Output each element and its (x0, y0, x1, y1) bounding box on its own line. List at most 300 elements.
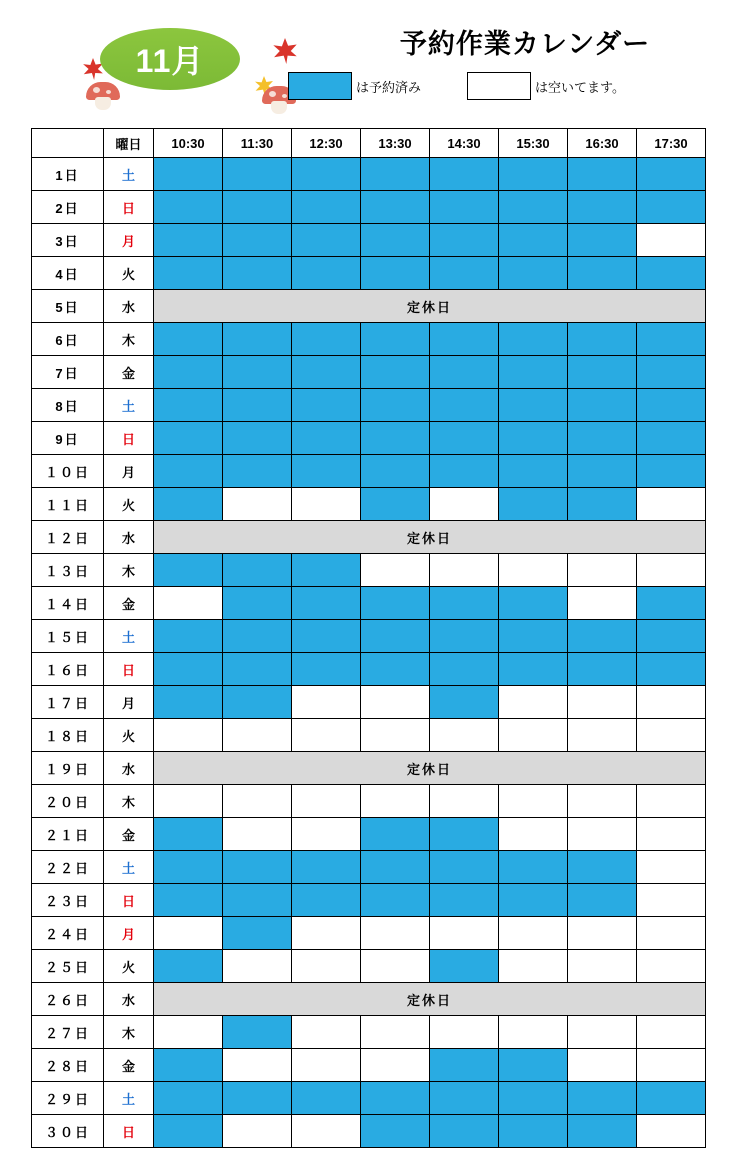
slot-cell-booked[interactable] (223, 389, 292, 422)
slot-cell-booked[interactable] (568, 851, 637, 884)
slot-cell-booked[interactable] (361, 620, 430, 653)
slot-cell-booked[interactable] (292, 851, 361, 884)
slot-cell-free[interactable] (292, 1115, 361, 1148)
column-header-1630: 16:30 (568, 129, 637, 158)
slot-cell-booked[interactable] (361, 851, 430, 884)
table-row (32, 752, 706, 785)
slot-cell-free[interactable] (568, 719, 637, 752)
table-row (32, 884, 706, 917)
table-row (32, 653, 706, 686)
day-number-cell: 5日 (32, 290, 104, 323)
slot-cell-booked[interactable] (568, 455, 637, 488)
slot-cell-free[interactable] (568, 950, 637, 983)
table-row (32, 686, 706, 719)
table-row (32, 257, 706, 290)
slot-cell-free[interactable] (223, 1115, 292, 1148)
day-number-cell: 7日 (32, 356, 104, 389)
slot-cell-booked[interactable] (430, 257, 499, 290)
slot-cell-booked[interactable] (154, 653, 223, 686)
slot-cell-booked[interactable] (568, 257, 637, 290)
slot-cell-booked[interactable] (499, 191, 568, 224)
slot-cell-free[interactable] (292, 488, 361, 521)
slot-cell-free[interactable] (430, 917, 499, 950)
slot-cell-booked[interactable] (292, 587, 361, 620)
table-row (32, 950, 706, 983)
slot-cell-booked[interactable] (361, 224, 430, 257)
table-row (32, 158, 706, 191)
slot-cell-booked[interactable] (361, 1082, 430, 1115)
table-row (32, 851, 706, 884)
slot-cell-free[interactable] (223, 950, 292, 983)
slot-cell-booked[interactable] (292, 884, 361, 917)
day-of-week-cell: 木 (104, 1016, 154, 1049)
slot-cell-free[interactable] (223, 1049, 292, 1082)
day-of-week-cell: 月 (104, 224, 154, 257)
slot-cell-free[interactable] (637, 851, 706, 884)
slot-cell-booked[interactable] (499, 257, 568, 290)
day-number-cell: １７日 (32, 686, 104, 719)
slot-cell-free[interactable] (430, 719, 499, 752)
closed-day-cell: 定休日 (154, 752, 706, 785)
day-number-cell: １１日 (32, 488, 104, 521)
slot-cell-booked[interactable] (637, 422, 706, 455)
slot-cell-free[interactable] (499, 785, 568, 818)
calendar-header (0, 0, 736, 118)
page-title: 予約作業カレンダー (399, 29, 651, 59)
day-number-cell: 2日 (32, 191, 104, 224)
slot-cell-booked[interactable] (223, 554, 292, 587)
slot-cell-booked[interactable] (223, 257, 292, 290)
slot-cell-booked[interactable] (637, 323, 706, 356)
slot-cell-booked[interactable] (568, 884, 637, 917)
slot-cell-booked[interactable] (637, 587, 706, 620)
slot-cell-booked[interactable] (223, 455, 292, 488)
slot-cell-free[interactable] (637, 818, 706, 851)
slot-cell-booked[interactable] (361, 587, 430, 620)
slot-cell-free[interactable] (499, 1016, 568, 1049)
table-row (32, 290, 706, 323)
slot-cell-booked[interactable] (568, 653, 637, 686)
slot-cell-free[interactable] (361, 785, 430, 818)
slot-cell-booked[interactable] (223, 686, 292, 719)
slot-cell-booked[interactable] (154, 884, 223, 917)
slot-cell-free[interactable] (154, 719, 223, 752)
table-row (32, 521, 706, 554)
slot-cell-free[interactable] (430, 554, 499, 587)
slot-cell-booked[interactable] (430, 686, 499, 719)
slot-cell-booked[interactable] (361, 818, 430, 851)
table-row (32, 917, 706, 950)
slot-cell-booked[interactable] (568, 191, 637, 224)
day-of-week-cell: 土 (104, 620, 154, 653)
slot-cell-free[interactable] (292, 785, 361, 818)
slot-cell-booked[interactable] (499, 653, 568, 686)
slot-cell-free[interactable] (568, 587, 637, 620)
slot-cell-free[interactable] (154, 785, 223, 818)
slot-cell-booked[interactable] (154, 455, 223, 488)
slot-cell-booked[interactable] (223, 587, 292, 620)
slot-cell-booked[interactable] (568, 1082, 637, 1115)
slot-cell-booked[interactable] (568, 389, 637, 422)
slot-cell-booked[interactable] (499, 1082, 568, 1115)
slot-cell-booked[interactable] (568, 356, 637, 389)
slot-cell-free[interactable] (361, 1016, 430, 1049)
slot-cell-free[interactable] (292, 950, 361, 983)
legend-label-booked: は予約済み (356, 79, 422, 95)
day-number-cell: １４日 (32, 587, 104, 620)
slot-cell-free[interactable] (637, 785, 706, 818)
slot-cell-free[interactable] (292, 719, 361, 752)
slot-cell-booked[interactable] (292, 224, 361, 257)
slot-cell-free[interactable] (637, 488, 706, 521)
slot-cell-free[interactable] (430, 488, 499, 521)
day-number-cell: １５日 (32, 620, 104, 653)
calendar-table-wrap (31, 128, 705, 1148)
day-of-week-cell: 木 (104, 785, 154, 818)
slot-cell-free[interactable] (568, 818, 637, 851)
slot-cell-free[interactable] (223, 818, 292, 851)
slot-cell-booked[interactable] (499, 1115, 568, 1148)
day-number-cell: 1日 (32, 158, 104, 191)
slot-cell-free[interactable] (292, 686, 361, 719)
slot-cell-booked[interactable] (637, 257, 706, 290)
slot-cell-free[interactable] (154, 917, 223, 950)
slot-cell-booked[interactable] (292, 455, 361, 488)
slot-cell-booked[interactable] (637, 191, 706, 224)
slot-cell-free[interactable] (361, 686, 430, 719)
day-number-cell: ２７日 (32, 1016, 104, 1049)
slot-cell-free[interactable] (568, 1016, 637, 1049)
closed-day-cell: 定休日 (154, 521, 706, 554)
day-of-week-cell: 金 (104, 587, 154, 620)
slot-cell-booked[interactable] (361, 158, 430, 191)
slot-cell-booked[interactable] (499, 884, 568, 917)
slot-cell-booked[interactable] (154, 257, 223, 290)
slot-cell-booked[interactable] (361, 389, 430, 422)
slot-cell-booked[interactable] (223, 1016, 292, 1049)
legend (288, 72, 625, 100)
slot-cell-booked[interactable] (292, 323, 361, 356)
slot-cell-free[interactable] (568, 785, 637, 818)
slot-cell-free[interactable] (499, 917, 568, 950)
slot-cell-booked[interactable] (154, 323, 223, 356)
slot-cell-booked[interactable] (499, 389, 568, 422)
slot-cell-booked[interactable] (499, 455, 568, 488)
slot-cell-booked[interactable] (154, 554, 223, 587)
reservation-calendar-table (31, 128, 706, 1148)
day-number-cell: 6日 (32, 323, 104, 356)
slot-cell-free[interactable] (430, 1016, 499, 1049)
slot-cell-free[interactable] (292, 1049, 361, 1082)
day-of-week-cell: 日 (104, 884, 154, 917)
mushroom-icon (86, 78, 120, 112)
slot-cell-booked[interactable] (361, 257, 430, 290)
slot-cell-free[interactable] (361, 719, 430, 752)
slot-cell-free[interactable] (430, 785, 499, 818)
slot-cell-booked[interactable] (223, 191, 292, 224)
slot-cell-booked[interactable] (499, 851, 568, 884)
slot-cell-free[interactable] (361, 554, 430, 587)
slot-cell-free[interactable] (637, 917, 706, 950)
slot-cell-free[interactable] (568, 917, 637, 950)
slot-cell-booked[interactable] (223, 917, 292, 950)
day-of-week-cell: 土 (104, 1082, 154, 1115)
slot-cell-free[interactable] (292, 917, 361, 950)
slot-cell-booked[interactable] (154, 851, 223, 884)
slot-cell-booked[interactable] (430, 455, 499, 488)
day-number-cell: １９日 (32, 752, 104, 785)
slot-cell-booked[interactable] (154, 620, 223, 653)
day-number-cell: ２８日 (32, 1049, 104, 1082)
slot-cell-booked[interactable] (223, 851, 292, 884)
table-row (32, 1016, 706, 1049)
slot-cell-booked[interactable] (430, 620, 499, 653)
slot-cell-booked[interactable] (430, 1115, 499, 1148)
slot-cell-free[interactable] (637, 950, 706, 983)
slot-cell-booked[interactable] (292, 356, 361, 389)
slot-cell-free[interactable] (499, 686, 568, 719)
slot-cell-free[interactable] (637, 224, 706, 257)
slot-cell-booked[interactable] (637, 389, 706, 422)
slot-cell-booked[interactable] (292, 191, 361, 224)
slot-cell-booked[interactable] (223, 422, 292, 455)
day-of-week-cell: 火 (104, 257, 154, 290)
slot-cell-booked[interactable] (499, 1049, 568, 1082)
slot-cell-booked[interactable] (154, 488, 223, 521)
slot-cell-booked[interactable] (361, 884, 430, 917)
slot-cell-booked[interactable] (430, 653, 499, 686)
day-of-week-cell: 土 (104, 389, 154, 422)
slot-cell-booked[interactable] (154, 389, 223, 422)
table-row (32, 1049, 706, 1082)
slot-cell-free[interactable] (499, 719, 568, 752)
slot-cell-booked[interactable] (430, 158, 499, 191)
slot-cell-booked[interactable] (430, 950, 499, 983)
slot-cell-booked[interactable] (154, 356, 223, 389)
day-of-week-cell: 月 (104, 455, 154, 488)
column-header-dow: 曜日 (104, 129, 154, 158)
slot-cell-free[interactable] (568, 686, 637, 719)
slot-cell-booked[interactable] (637, 455, 706, 488)
slot-cell-free[interactable] (154, 1016, 223, 1049)
slot-cell-booked[interactable] (223, 323, 292, 356)
slot-cell-booked[interactable] (154, 1115, 223, 1148)
slot-cell-booked[interactable] (154, 158, 223, 191)
table-row (32, 323, 706, 356)
slot-cell-booked[interactable] (430, 224, 499, 257)
month-label: 11月 (135, 43, 205, 79)
slot-cell-booked[interactable] (292, 653, 361, 686)
slot-cell-free[interactable] (637, 1049, 706, 1082)
slot-cell-booked[interactable] (292, 389, 361, 422)
slot-cell-booked[interactable] (499, 587, 568, 620)
slot-cell-booked[interactable] (154, 1082, 223, 1115)
slot-cell-booked[interactable] (223, 620, 292, 653)
slot-cell-booked[interactable] (499, 488, 568, 521)
slot-cell-booked[interactable] (361, 191, 430, 224)
legend-label-free: は空いてます。 (535, 79, 625, 95)
slot-cell-booked[interactable] (154, 191, 223, 224)
slot-cell-booked[interactable] (430, 587, 499, 620)
slot-cell-booked[interactable] (223, 356, 292, 389)
slot-cell-free[interactable] (499, 950, 568, 983)
slot-cell-free[interactable] (637, 719, 706, 752)
day-of-week-cell: 水 (104, 290, 154, 323)
slot-cell-booked[interactable] (499, 422, 568, 455)
slot-cell-booked[interactable] (223, 1082, 292, 1115)
column-header-day (32, 129, 104, 158)
day-number-cell: １３日 (32, 554, 104, 587)
table-row (32, 1082, 706, 1115)
day-number-cell: 8日 (32, 389, 104, 422)
slot-cell-booked[interactable] (361, 356, 430, 389)
slot-cell-booked[interactable] (499, 620, 568, 653)
slot-cell-free[interactable] (361, 917, 430, 950)
slot-cell-free[interactable] (637, 554, 706, 587)
slot-cell-booked[interactable] (568, 620, 637, 653)
slot-cell-free[interactable] (637, 1016, 706, 1049)
day-number-cell: ２４日 (32, 917, 104, 950)
slot-cell-free[interactable] (499, 818, 568, 851)
day-of-week-cell: 水 (104, 521, 154, 554)
slot-cell-booked[interactable] (361, 653, 430, 686)
table-row (32, 455, 706, 488)
column-header-1030: 10:30 (154, 129, 223, 158)
slot-cell-booked[interactable] (292, 422, 361, 455)
slot-cell-free[interactable] (568, 554, 637, 587)
slot-cell-booked[interactable] (568, 422, 637, 455)
slot-cell-booked[interactable] (430, 422, 499, 455)
slot-cell-booked[interactable] (361, 488, 430, 521)
slot-cell-booked[interactable] (430, 884, 499, 917)
slot-cell-free[interactable] (361, 950, 430, 983)
slot-cell-free[interactable] (637, 884, 706, 917)
slot-cell-booked[interactable] (568, 1115, 637, 1148)
day-of-week-cell: 金 (104, 1049, 154, 1082)
slot-cell-booked[interactable] (499, 224, 568, 257)
table-body (32, 158, 706, 1148)
slot-cell-booked[interactable] (292, 158, 361, 191)
slot-cell-booked[interactable] (568, 323, 637, 356)
slot-cell-booked[interactable] (430, 1082, 499, 1115)
day-of-week-cell: 火 (104, 719, 154, 752)
table-row (32, 1115, 706, 1148)
slot-cell-booked[interactable] (292, 554, 361, 587)
slot-cell-booked[interactable] (430, 818, 499, 851)
slot-cell-booked[interactable] (499, 356, 568, 389)
legend-item-free (467, 72, 625, 100)
day-of-week-cell: 月 (104, 917, 154, 950)
slot-cell-booked[interactable] (430, 323, 499, 356)
slot-cell-booked[interactable] (499, 158, 568, 191)
slot-cell-booked[interactable] (430, 191, 499, 224)
slot-cell-free[interactable] (223, 785, 292, 818)
slot-cell-booked[interactable] (154, 1049, 223, 1082)
slot-cell-booked[interactable] (154, 818, 223, 851)
slot-cell-booked[interactable] (499, 323, 568, 356)
slot-cell-booked[interactable] (223, 653, 292, 686)
table-row (32, 620, 706, 653)
slot-cell-booked[interactable] (292, 257, 361, 290)
slot-cell-booked[interactable] (361, 1115, 430, 1148)
day-of-week-cell: 木 (104, 323, 154, 356)
slot-cell-free[interactable] (292, 1016, 361, 1049)
day-of-week-cell: 火 (104, 488, 154, 521)
slot-cell-booked[interactable] (430, 389, 499, 422)
slot-cell-booked[interactable] (223, 158, 292, 191)
day-of-week-cell: 日 (104, 653, 154, 686)
slot-cell-booked[interactable] (223, 884, 292, 917)
slot-cell-free[interactable] (292, 818, 361, 851)
month-badge-decoration (30, 12, 300, 108)
table-row (32, 389, 706, 422)
day-of-week-cell: 水 (104, 983, 154, 1016)
slot-cell-booked[interactable] (361, 323, 430, 356)
slot-cell-booked[interactable] (154, 224, 223, 257)
slot-cell-free[interactable] (223, 719, 292, 752)
day-of-week-cell: 金 (104, 818, 154, 851)
table-row (32, 983, 706, 1016)
slot-cell-booked[interactable] (361, 422, 430, 455)
column-header-1430: 14:30 (430, 129, 499, 158)
slot-cell-free[interactable] (568, 1049, 637, 1082)
slot-cell-booked[interactable] (361, 455, 430, 488)
column-header-1330: 13:30 (361, 129, 430, 158)
slot-cell-free[interactable] (637, 1115, 706, 1148)
day-number-cell: ２３日 (32, 884, 104, 917)
slot-cell-free[interactable] (154, 587, 223, 620)
slot-cell-booked[interactable] (154, 950, 223, 983)
slot-cell-booked[interactable] (292, 620, 361, 653)
slot-cell-booked[interactable] (568, 224, 637, 257)
column-header-1230: 12:30 (292, 129, 361, 158)
slot-cell-booked[interactable] (430, 1049, 499, 1082)
slot-cell-booked[interactable] (223, 224, 292, 257)
legend-swatch-free (467, 72, 531, 100)
slot-cell-booked[interactable] (154, 686, 223, 719)
slot-cell-free[interactable] (637, 686, 706, 719)
day-number-cell: ２６日 (32, 983, 104, 1016)
column-header-1530: 15:30 (499, 129, 568, 158)
table-row (32, 719, 706, 752)
table-row (32, 224, 706, 257)
slot-cell-booked[interactable] (637, 620, 706, 653)
table-row (32, 554, 706, 587)
day-number-cell: ２９日 (32, 1082, 104, 1115)
slot-cell-booked[interactable] (430, 356, 499, 389)
day-number-cell: 3日 (32, 224, 104, 257)
slot-cell-booked[interactable] (637, 653, 706, 686)
day-of-week-cell: 木 (104, 554, 154, 587)
day-of-week-cell: 土 (104, 851, 154, 884)
day-number-cell: １０日 (32, 455, 104, 488)
slot-cell-booked[interactable] (568, 158, 637, 191)
slot-cell-free[interactable] (223, 488, 292, 521)
slot-cell-free[interactable] (499, 554, 568, 587)
column-header-1130: 11:30 (223, 129, 292, 158)
slot-cell-booked[interactable] (292, 1082, 361, 1115)
slot-cell-free[interactable] (361, 1049, 430, 1082)
table-row (32, 785, 706, 818)
slot-cell-booked[interactable] (637, 1082, 706, 1115)
slot-cell-booked[interactable] (637, 356, 706, 389)
table-row (32, 818, 706, 851)
slot-cell-booked[interactable] (637, 158, 706, 191)
slot-cell-booked[interactable] (568, 488, 637, 521)
slot-cell-booked[interactable] (154, 422, 223, 455)
slot-cell-booked[interactable] (430, 851, 499, 884)
day-number-cell: 4日 (32, 257, 104, 290)
